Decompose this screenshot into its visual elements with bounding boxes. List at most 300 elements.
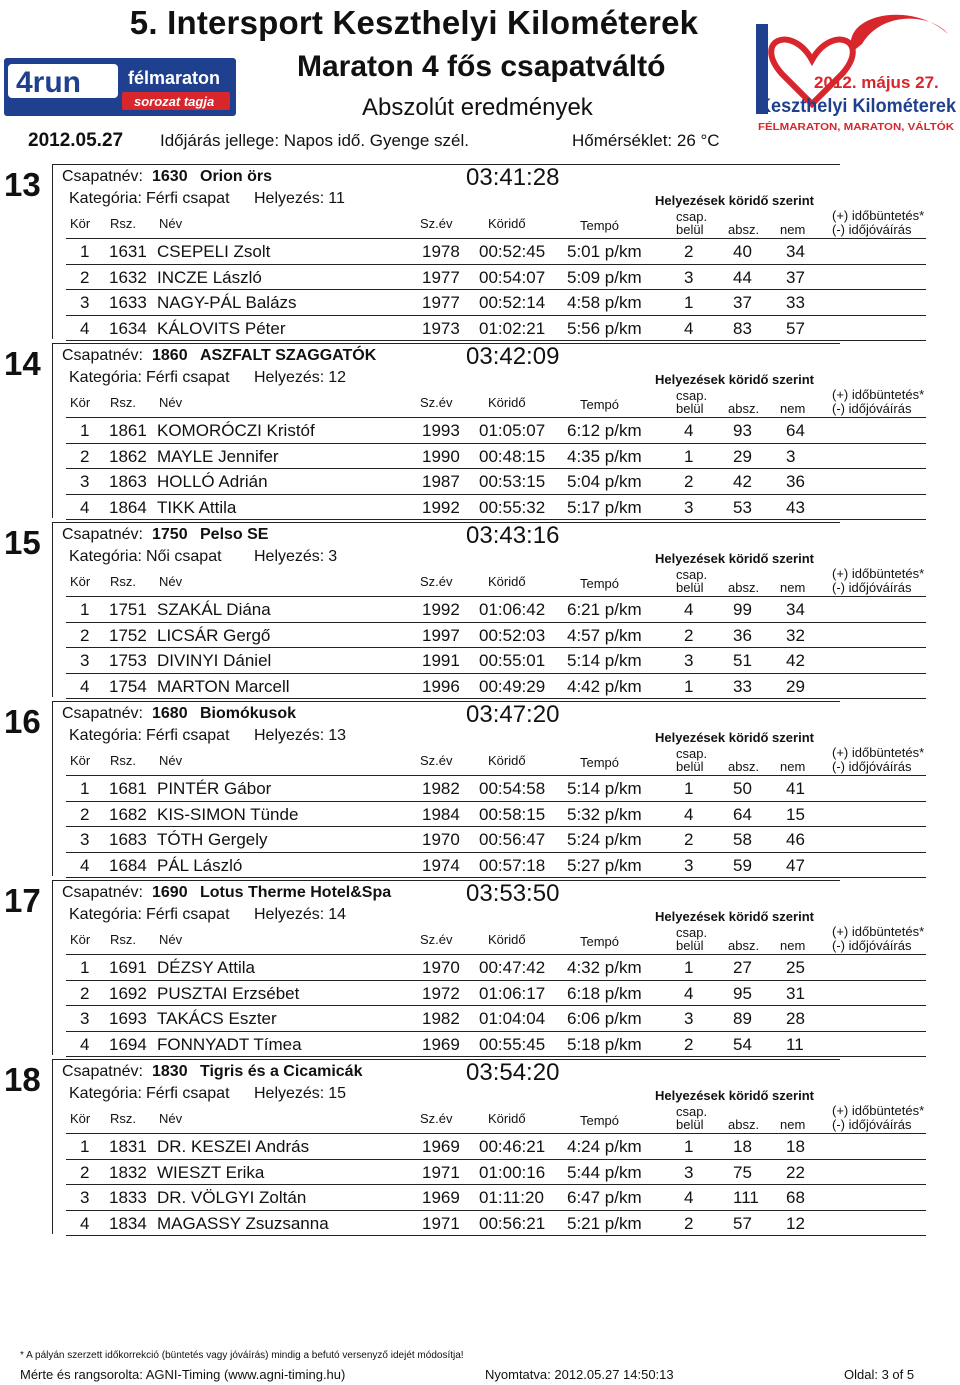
col-header-nev: Név bbox=[159, 932, 183, 947]
cell-nem: 64 bbox=[786, 421, 805, 440]
team-name: Lotus Therme Hotel&Spa bbox=[200, 884, 392, 901]
team-divider bbox=[52, 880, 840, 881]
cell-nem: 46 bbox=[786, 830, 805, 849]
logo-line1: félmaraton bbox=[128, 68, 221, 88]
cell-rsz: 1832 bbox=[109, 1162, 147, 1182]
col-header-szev: Sz.év bbox=[420, 574, 453, 589]
cell-szev: 1974 bbox=[422, 855, 460, 875]
runner-rows bbox=[66, 775, 926, 878]
cell-tempo: 5:04 p/km bbox=[567, 472, 642, 491]
cell-absz: 44 bbox=[733, 267, 752, 287]
cell-absz: 95 bbox=[733, 983, 752, 1003]
cell-korido: 00:53:15 bbox=[479, 472, 546, 491]
cell-nev: DR. KESZEI András bbox=[157, 1137, 310, 1156]
placements-header: Helyezések köridő szerint bbox=[655, 730, 814, 745]
col-header-szev: Sz.év bbox=[420, 216, 453, 231]
col-header-nev: Név bbox=[159, 574, 183, 589]
cell-rsz: 1862 bbox=[109, 446, 147, 466]
cell-absz: 111 bbox=[733, 1188, 759, 1207]
cell-rsz: 1831 bbox=[109, 1137, 147, 1156]
cell-csap: 2 bbox=[684, 242, 694, 261]
cell-absz: 83 bbox=[733, 318, 752, 338]
cell-tempo: 5:14 p/km bbox=[567, 779, 642, 798]
cell-nem: 11 bbox=[786, 1034, 804, 1054]
runner-rows bbox=[66, 417, 926, 520]
team-divider bbox=[52, 1059, 840, 1060]
cell-nev: PUSZTAI Erzsébet bbox=[157, 983, 300, 1003]
col-header-credit: (-) időjóváírás bbox=[832, 1117, 912, 1132]
col-header-nem: nem bbox=[780, 222, 806, 237]
col-header-szev: Sz.év bbox=[420, 753, 453, 768]
cell-nem: 28 bbox=[786, 1009, 805, 1028]
col-header-belul: belül bbox=[676, 222, 704, 237]
cell-korido: 01:06:17 bbox=[479, 983, 546, 1003]
cell-kor: 2 bbox=[80, 804, 90, 824]
table-row bbox=[66, 647, 926, 673]
team-name-label: Csapatnév: bbox=[62, 1063, 143, 1080]
cell-szev: 1992 bbox=[422, 497, 460, 517]
team-block bbox=[0, 518, 960, 697]
col-header-nem: nem bbox=[780, 759, 806, 774]
col-header-nev: Név bbox=[159, 1111, 183, 1126]
team-total-time: 03:42:09 bbox=[466, 343, 560, 370]
team-code: 1750 bbox=[152, 526, 188, 543]
cell-nev: CSEPELI Zsolt bbox=[157, 242, 271, 261]
cell-nem: 42 bbox=[786, 651, 805, 670]
cell-nem: 31 bbox=[786, 983, 805, 1003]
cell-szev: 1996 bbox=[422, 676, 460, 696]
team-divider bbox=[52, 164, 840, 165]
team-name: Pelso SE bbox=[200, 526, 269, 543]
cell-korido: 00:47:42 bbox=[479, 958, 546, 977]
cell-tempo: 5:21 p/km bbox=[567, 1213, 642, 1233]
cell-rsz: 1753 bbox=[109, 651, 147, 670]
cell-korido: 01:11:20 bbox=[479, 1188, 544, 1207]
footnote: * A pályán szerzett időkorrekció (büntetés vagy jóváírás) mindig a befutó versenyző idejét módosítja! bbox=[20, 1350, 464, 1361]
cell-tempo: 6:12 p/km bbox=[567, 421, 642, 440]
cell-rsz: 1683 bbox=[109, 830, 147, 849]
cell-korido: 00:49:29 bbox=[479, 676, 546, 696]
table-row bbox=[66, 1133, 926, 1159]
cell-nem: 32 bbox=[786, 625, 805, 645]
cell-nem: 34 bbox=[786, 600, 805, 619]
cell-szev: 1987 bbox=[422, 472, 460, 491]
col-header-absz: absz. bbox=[728, 580, 760, 595]
cell-rsz: 1693 bbox=[109, 1009, 147, 1028]
team-name-label: Csapatnév: bbox=[62, 168, 143, 185]
col-header-nem: nem bbox=[780, 1117, 806, 1132]
team-category: Kategória: Férfi csapat bbox=[69, 1085, 230, 1102]
col-header-kor: Kör bbox=[70, 932, 91, 947]
cell-absz: 18 bbox=[733, 1137, 752, 1156]
team-block bbox=[0, 876, 960, 1055]
cell-nem: 37 bbox=[786, 267, 805, 287]
cell-szev: 1990 bbox=[422, 446, 460, 466]
cell-szev: 1982 bbox=[422, 1009, 460, 1028]
col-header-tempo: Tempó bbox=[580, 755, 620, 770]
col-header-nem: nem bbox=[780, 401, 806, 416]
cell-absz: 75 bbox=[733, 1162, 752, 1182]
team-placement: Helyezés: 13 bbox=[254, 727, 347, 744]
cell-nev: KÁLOVITS Péter bbox=[157, 318, 286, 338]
cell-nem: 36 bbox=[786, 472, 805, 491]
cell-nem: 29 bbox=[786, 676, 805, 696]
cell-rsz: 1634 bbox=[109, 318, 147, 338]
team-divider bbox=[52, 522, 53, 697]
cell-csap: 3 bbox=[684, 1162, 694, 1182]
cell-nev: KOMORÓCZI Kristóf bbox=[157, 421, 315, 440]
cell-absz: 58 bbox=[733, 830, 752, 849]
cell-csap: 2 bbox=[684, 472, 694, 491]
table-row bbox=[66, 468, 926, 494]
cell-korido: 00:52:14 bbox=[479, 293, 546, 312]
cell-absz: 50 bbox=[733, 779, 752, 798]
cell-csap: 4 bbox=[684, 421, 694, 440]
cell-nem: 47 bbox=[786, 855, 805, 875]
cell-csap: 3 bbox=[684, 651, 694, 670]
team-code: 1680 bbox=[152, 705, 188, 722]
cell-tempo: 4:35 p/km bbox=[567, 446, 642, 466]
cell-tempo: 5:27 p/km bbox=[567, 855, 642, 875]
table-row bbox=[66, 1159, 926, 1185]
cell-korido: 00:48:15 bbox=[479, 446, 546, 466]
team-rank: 14 bbox=[4, 345, 41, 382]
cell-absz: 89 bbox=[733, 1009, 752, 1028]
cell-tempo: 5:32 p/km bbox=[567, 804, 642, 824]
logo-title: Keszthelyi Kilométerek bbox=[758, 96, 957, 117]
cell-nem: 3 bbox=[786, 446, 796, 466]
cell-szev: 1970 bbox=[422, 830, 460, 849]
cell-csap: 3 bbox=[684, 267, 694, 287]
cell-rsz: 1682 bbox=[109, 804, 147, 824]
team-block bbox=[0, 1055, 960, 1234]
col-header-korido: Köridő bbox=[488, 216, 526, 231]
cell-szev: 1992 bbox=[422, 600, 460, 619]
team-code: 1690 bbox=[152, 884, 188, 901]
table-row bbox=[66, 673, 926, 699]
team-code: 1860 bbox=[152, 347, 188, 364]
cell-szev: 1970 bbox=[422, 958, 460, 977]
cell-nev: PÁL László bbox=[157, 855, 243, 875]
cell-nev: TIKK Attila bbox=[157, 497, 237, 517]
team-rank: 18 bbox=[4, 1061, 41, 1098]
team-divider bbox=[52, 343, 53, 518]
col-header-nev: Név bbox=[159, 216, 183, 231]
cell-tempo: 6:47 p/km bbox=[567, 1188, 642, 1207]
team-rank: 13 bbox=[4, 166, 41, 203]
cell-rsz: 1694 bbox=[109, 1034, 147, 1054]
cell-nev: DÉZSY Attila bbox=[157, 958, 255, 977]
col-header-credit: (-) időjóváírás bbox=[832, 759, 912, 774]
cell-csap: 3 bbox=[684, 1009, 694, 1028]
cell-szev: 1969 bbox=[422, 1137, 460, 1156]
col-header-rsz: Rsz. bbox=[110, 216, 136, 231]
team-divider bbox=[52, 701, 840, 702]
table-row bbox=[66, 775, 926, 801]
cell-korido: 00:54:07 bbox=[479, 267, 546, 287]
col-header-csap: csap. bbox=[676, 567, 708, 582]
cell-csap: 4 bbox=[684, 600, 694, 619]
col-header-csap: csap. bbox=[676, 746, 708, 761]
table-row bbox=[66, 417, 926, 443]
cell-korido: 00:56:21 bbox=[479, 1213, 546, 1233]
cell-szev: 1984 bbox=[422, 804, 460, 824]
cell-szev: 1977 bbox=[422, 267, 460, 287]
placements-header: Helyezések köridő szerint bbox=[655, 193, 814, 208]
cell-nev: TAKÁCS Eszter bbox=[157, 1009, 277, 1028]
cell-korido: 00:56:47 bbox=[479, 830, 546, 849]
placements-header: Helyezések köridő szerint bbox=[655, 372, 814, 387]
cell-kor: 3 bbox=[80, 1188, 90, 1207]
cell-kor: 2 bbox=[80, 983, 90, 1003]
cell-absz: 64 bbox=[733, 804, 752, 824]
cell-tempo: 4:32 p/km bbox=[567, 958, 642, 977]
logo-date: 2012. május 27. bbox=[814, 73, 939, 92]
col-header-belul: belül bbox=[676, 1117, 704, 1132]
team-category: Kategória: Férfi csapat bbox=[69, 906, 230, 923]
col-header-absz: absz. bbox=[728, 401, 760, 416]
cell-rsz: 1861 bbox=[109, 421, 147, 440]
col-header-szev: Sz.év bbox=[420, 932, 453, 947]
cell-nev: PINTÉR Gábor bbox=[157, 779, 272, 798]
cell-csap: 1 bbox=[684, 1137, 694, 1156]
cell-kor: 4 bbox=[80, 1034, 90, 1054]
team-category: Kategória: Férfi csapat bbox=[69, 369, 230, 386]
team-divider bbox=[52, 701, 53, 876]
cell-korido: 01:05:07 bbox=[479, 421, 546, 440]
cell-csap: 4 bbox=[684, 804, 694, 824]
col-header-belul: belül bbox=[676, 759, 704, 774]
col-header-korido: Köridő bbox=[488, 574, 526, 589]
cell-tempo: 5:24 p/km bbox=[567, 830, 642, 849]
col-header-korido: Köridő bbox=[488, 753, 526, 768]
cell-kor: 4 bbox=[80, 676, 90, 696]
cell-csap: 2 bbox=[684, 1213, 694, 1233]
cell-tempo: 5:09 p/km bbox=[567, 267, 642, 287]
team-total-time: 03:47:20 bbox=[466, 701, 560, 728]
col-header-csap: csap. bbox=[676, 388, 708, 403]
temperature-info: Hőmérséklet: 26 °C bbox=[572, 131, 720, 150]
col-header-csap: csap. bbox=[676, 1104, 708, 1119]
cell-korido: 00:55:45 bbox=[479, 1034, 546, 1054]
placements-header: Helyezések köridő szerint bbox=[655, 551, 814, 566]
cell-rsz: 1633 bbox=[109, 293, 147, 312]
cell-tempo: 5:17 p/km bbox=[567, 497, 642, 517]
placements-header: Helyezések köridő szerint bbox=[655, 909, 814, 924]
cell-szev: 1973 bbox=[422, 318, 460, 338]
table-row bbox=[66, 954, 926, 980]
col-header-tempo: Tempó bbox=[580, 397, 620, 412]
team-placement: Helyezés: 3 bbox=[254, 548, 338, 565]
cell-kor: 1 bbox=[80, 1137, 90, 1156]
team-total-time: 03:54:20 bbox=[466, 1059, 560, 1086]
cell-kor: 3 bbox=[80, 1009, 90, 1028]
col-header-kor: Kör bbox=[70, 216, 91, 231]
cell-csap: 1 bbox=[684, 958, 694, 977]
team-name: Orion örs bbox=[200, 168, 273, 185]
cell-tempo: 5:01 p/km bbox=[567, 242, 642, 261]
table-row bbox=[66, 264, 926, 290]
col-header-korido: Köridő bbox=[488, 932, 526, 947]
runner-rows bbox=[66, 1133, 926, 1236]
cell-tempo: 5:56 p/km bbox=[567, 318, 642, 338]
team-placement: Helyezés: 14 bbox=[254, 906, 347, 923]
team-total-time: 03:53:50 bbox=[466, 880, 560, 907]
cell-nem: 43 bbox=[786, 497, 805, 517]
cell-nem: 41 bbox=[786, 779, 805, 798]
cell-szev: 1982 bbox=[422, 779, 460, 798]
4run-logo bbox=[4, 58, 236, 116]
cell-kor: 2 bbox=[80, 267, 90, 287]
cell-csap: 1 bbox=[684, 446, 694, 466]
cell-nev: FONNYADT Tímea bbox=[157, 1034, 302, 1054]
race-date: 2012.05.27 bbox=[28, 130, 124, 151]
cell-absz: 99 bbox=[733, 600, 752, 619]
cell-tempo: 5:44 p/km bbox=[567, 1162, 642, 1182]
col-header-credit: (-) időjóváírás bbox=[832, 580, 912, 595]
cell-rsz: 1754 bbox=[109, 676, 147, 696]
cell-szev: 1978 bbox=[422, 242, 460, 261]
cell-nev: MAGASSY Zsuzsanna bbox=[157, 1213, 329, 1233]
team-name-label: Csapatnév: bbox=[62, 347, 143, 364]
col-header-szev: Sz.év bbox=[420, 1111, 453, 1126]
team-divider bbox=[52, 343, 840, 344]
cell-korido: 01:02:21 bbox=[479, 318, 546, 338]
event-title: 5. Intersport Keszthelyi Kilométerek bbox=[129, 4, 699, 41]
cell-korido: 01:06:42 bbox=[479, 600, 546, 619]
col-header-penalty: (+) időbüntetés* bbox=[832, 566, 925, 581]
col-header-rsz: Rsz. bbox=[110, 932, 136, 947]
table-row bbox=[66, 443, 926, 469]
cell-rsz: 1863 bbox=[109, 472, 147, 491]
table-row bbox=[66, 596, 926, 622]
col-header-kor: Kör bbox=[70, 574, 91, 589]
cell-szev: 1971 bbox=[422, 1162, 460, 1182]
table-row bbox=[66, 826, 926, 852]
cell-nem: 68 bbox=[786, 1188, 805, 1207]
cell-kor: 3 bbox=[80, 472, 90, 491]
cell-kor: 3 bbox=[80, 651, 90, 670]
cell-absz: 37 bbox=[733, 293, 752, 312]
col-header-csap: csap. bbox=[676, 209, 708, 224]
table-row bbox=[66, 622, 926, 648]
table-row bbox=[66, 1005, 926, 1031]
cell-csap: 1 bbox=[684, 293, 694, 312]
race-title: Maraton 4 fős csapatváltó bbox=[297, 50, 666, 83]
logo-4run-text: 4run bbox=[16, 66, 82, 99]
team-placement: Helyezés: 12 bbox=[254, 369, 347, 386]
table-row bbox=[66, 980, 926, 1006]
cell-rsz: 1751 bbox=[109, 600, 147, 619]
cell-rsz: 1631 bbox=[109, 242, 147, 261]
cell-szev: 1977 bbox=[422, 293, 460, 312]
col-header-nev: Név bbox=[159, 395, 183, 410]
cell-csap: 1 bbox=[684, 676, 694, 696]
table-row bbox=[66, 1031, 926, 1057]
cell-korido: 01:04:04 bbox=[479, 1009, 546, 1028]
col-header-absz: absz. bbox=[728, 938, 760, 953]
cell-korido: 00:52:03 bbox=[479, 625, 546, 645]
cell-csap: 1 bbox=[684, 779, 694, 798]
cell-csap: 2 bbox=[684, 625, 694, 645]
cell-rsz: 1752 bbox=[109, 625, 147, 645]
team-divider bbox=[52, 880, 53, 1055]
cell-absz: 93 bbox=[733, 421, 752, 440]
col-header-credit: (-) időjóváírás bbox=[832, 938, 912, 953]
cell-nem: 33 bbox=[786, 293, 805, 312]
cell-szev: 1972 bbox=[422, 983, 460, 1003]
cell-kor: 2 bbox=[80, 625, 90, 645]
col-header-absz: absz. bbox=[728, 222, 760, 237]
cell-korido: 00:55:32 bbox=[479, 497, 546, 517]
cell-kor: 1 bbox=[80, 242, 90, 261]
team-divider bbox=[52, 522, 840, 523]
cell-kor: 1 bbox=[80, 958, 90, 977]
cell-kor: 1 bbox=[80, 779, 90, 798]
cell-szev: 1991 bbox=[422, 651, 460, 670]
team-placement: Helyezés: 15 bbox=[254, 1085, 347, 1102]
cell-nev: INCZE László bbox=[157, 267, 262, 287]
team-rank: 17 bbox=[4, 882, 41, 919]
cell-tempo: 4:24 p/km bbox=[567, 1137, 642, 1156]
col-header-korido: Köridő bbox=[488, 1111, 526, 1126]
cell-absz: 27 bbox=[733, 958, 752, 977]
team-total-time: 03:43:16 bbox=[466, 522, 560, 549]
team-code: 1630 bbox=[152, 168, 188, 185]
col-header-credit: (-) időjóváírás bbox=[832, 222, 912, 237]
cell-nem: 12 bbox=[786, 1213, 805, 1233]
col-header-credit: (-) időjóváírás bbox=[832, 401, 912, 416]
cell-nem: 15 bbox=[786, 804, 805, 824]
cell-szev: 1969 bbox=[422, 1188, 460, 1207]
cell-nev: KIS-SIMON Tünde bbox=[157, 804, 299, 824]
col-header-tempo: Tempó bbox=[580, 576, 620, 591]
cell-korido: 00:57:18 bbox=[479, 855, 546, 875]
cell-nev: HOLLÓ Adrián bbox=[157, 472, 268, 491]
cell-csap: 3 bbox=[684, 497, 694, 517]
cell-kor: 1 bbox=[80, 600, 90, 619]
team-placement: Helyezés: 11 bbox=[254, 190, 345, 207]
table-row bbox=[66, 801, 926, 827]
cell-rsz: 1632 bbox=[109, 267, 147, 287]
cell-kor: 3 bbox=[80, 830, 90, 849]
timing-credit: Mérte és rangsorolta: AGNI-Timing (www.agni-timing.hu) bbox=[20, 1367, 346, 1382]
col-header-belul: belül bbox=[676, 401, 704, 416]
cell-absz: 36 bbox=[733, 625, 752, 645]
team-total-time: 03:41:28 bbox=[466, 164, 560, 191]
team-block bbox=[0, 339, 960, 518]
col-header-szev: Sz.év bbox=[420, 395, 453, 410]
cell-korido: 00:54:58 bbox=[479, 779, 546, 798]
col-header-kor: Kör bbox=[70, 753, 91, 768]
col-header-rsz: Rsz. bbox=[110, 753, 136, 768]
table-bottom-rule bbox=[66, 1235, 926, 1236]
cell-nev: DR. VÖLGYI Zoltán bbox=[157, 1188, 307, 1207]
cell-rsz: 1833 bbox=[109, 1188, 147, 1207]
weather-info: Időjárás jellege: Napos idő. Gyenge szél. bbox=[160, 131, 470, 150]
runner-rows bbox=[66, 596, 926, 699]
cell-nev: WIESZT Erika bbox=[157, 1162, 265, 1182]
col-header-belul: belül bbox=[676, 580, 704, 595]
cell-nev: NAGY-PÁL Balázs bbox=[157, 293, 297, 312]
col-header-penalty: (+) időbüntetés* bbox=[832, 1103, 925, 1118]
cell-szev: 1993 bbox=[422, 421, 460, 440]
cell-tempo: 6:21 p/km bbox=[567, 600, 642, 619]
cell-szev: 1997 bbox=[422, 625, 460, 645]
col-header-korido: Köridő bbox=[488, 395, 526, 410]
cell-nem: 25 bbox=[786, 958, 805, 977]
cell-csap: 4 bbox=[684, 1188, 694, 1207]
